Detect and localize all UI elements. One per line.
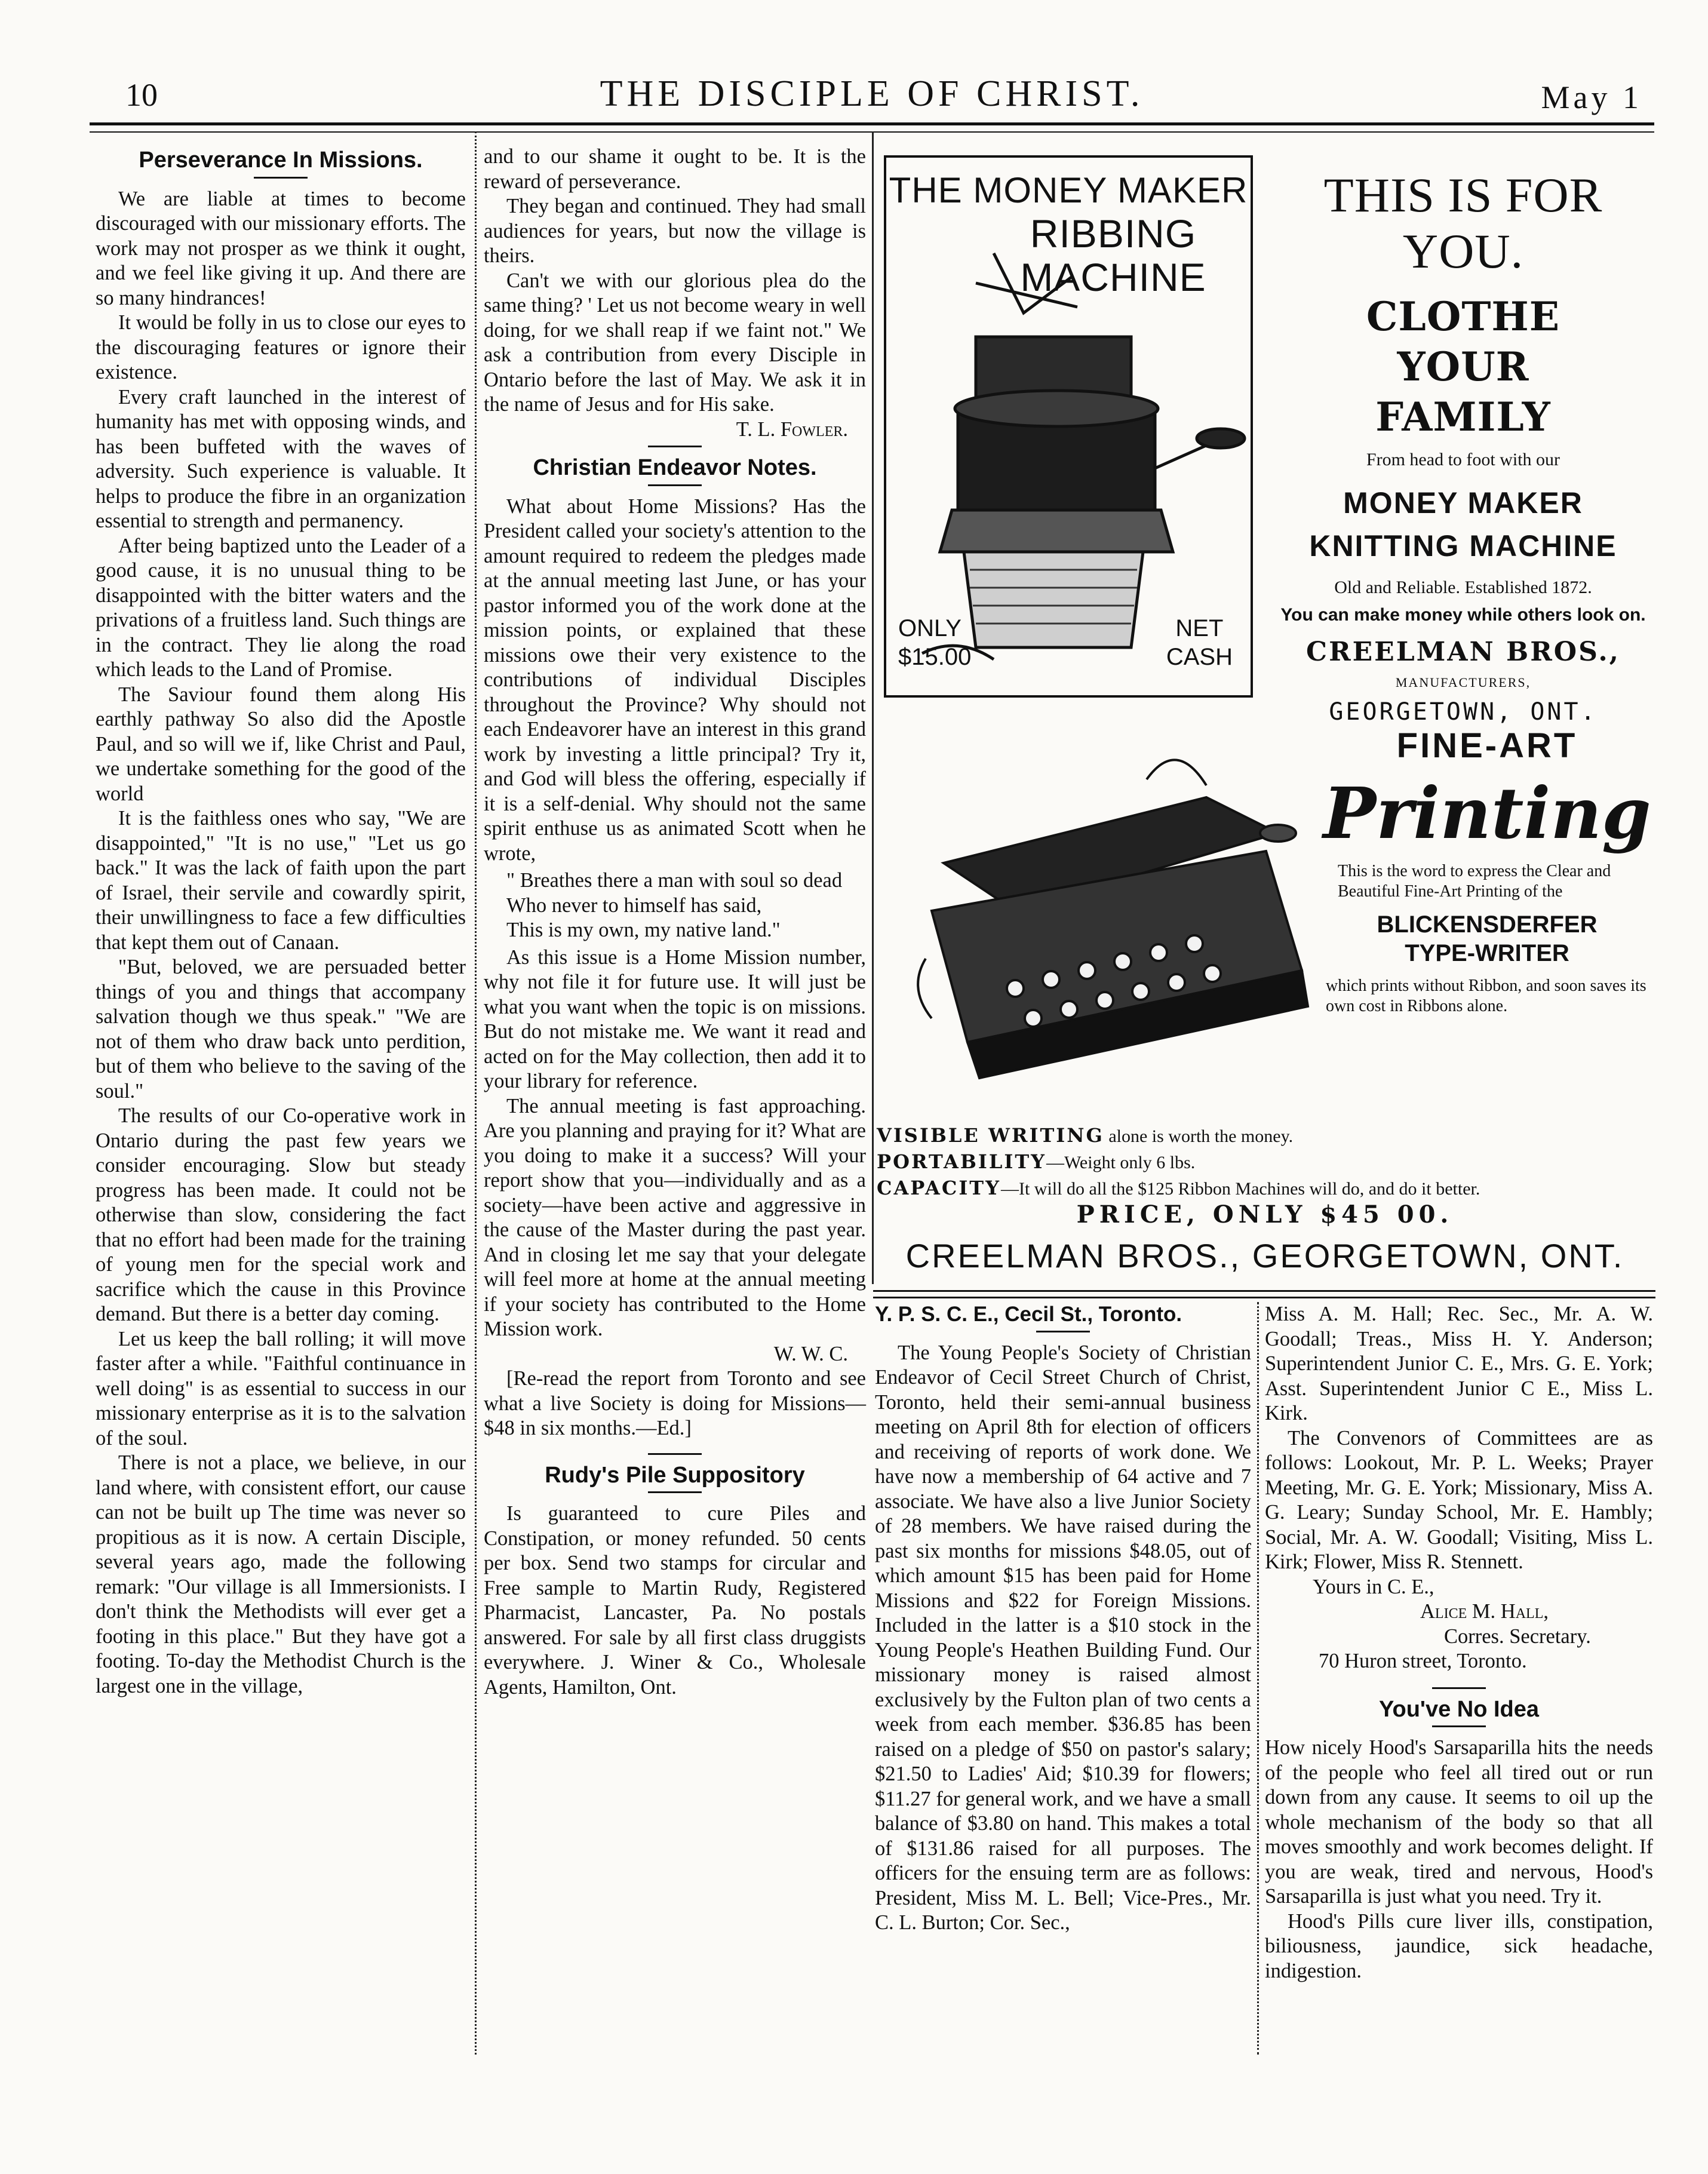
editor-note: [Re-read the report from Toronto and see what a live Society is doing for Missions—$48 in six months.—Ed.] xyxy=(484,1367,866,1439)
column-divider xyxy=(475,131,477,2055)
divider xyxy=(1036,1331,1090,1332)
ad-machine-name xyxy=(1314,910,1660,968)
paragraph: and to our shame it ought to be. It is the reward of perseverance. xyxy=(484,145,866,193)
column-divider xyxy=(872,131,874,1284)
column-perseverance xyxy=(96,143,466,1699)
article-heading: Christian Endeavor Notes. xyxy=(533,455,817,480)
section-rule xyxy=(873,1290,1655,1298)
signature: T. L. Fowler. xyxy=(736,417,848,441)
newspaper-title: THE DISCIPLE OF CHRIST. xyxy=(600,73,1144,114)
price-only: ONLY xyxy=(898,615,961,641)
ad-product-line: MONEY MAKER xyxy=(1343,486,1583,520)
paragraph: What about Home Missions? Has the President called your society's attention to the amount required to redeem the pledges made at the annual meeting last June, or has your pastor informed you of the work done at the mission points, or explained that these missions owe their very existence to the contributions of individual Disciples throughout the Province? Why should not each Endeavorer have an interest in this grand work by investing a little principal? Try it, and God will bless the offering, especially if it is a self-denial. Why should not the same spirit enthuse us as animated Scott when he wrote, xyxy=(484,495,866,865)
net-cash-label xyxy=(1166,614,1233,671)
page-header xyxy=(90,70,1654,124)
ad-heading: Rudy's Pile Suppository xyxy=(545,1462,805,1488)
poem-line: " Breathes there a man with soul so dead xyxy=(506,869,843,892)
column-divider xyxy=(1257,1302,1259,2055)
ad-bold-line: YOUR xyxy=(1397,343,1529,390)
paragraph: "But, beloved, we are persuaded better things of you and things that accompany salvation though we thus speak." "We are not of them who draw back unto perdition, but of them who believe to the saving of the soul." xyxy=(96,956,466,1103)
paragraph: The Convenors of Committees are as follows: Lookout, Mr. P. L. Weeks; Prayer Meeting, Mr. G. E. York; Missionary, Miss A. G. Leary; Sunday School, Mr. E. Hambly; Social, Mr. A. W. Goodall; Visiting, Miss L. Kirk; Flower, Miss R. Stennett. xyxy=(1265,1426,1653,1573)
paragraph: The results of our Co-operative work in Ontario during the past few years we consider encouraging. Slow but steady progress has been made. It could not be otherwise than slow, considering the fact that no effort had been made for the training of young men for the special work and sacrifice which the cause in this Province demand. But there is a better day coming. xyxy=(96,1104,466,1325)
signature-address: 70 Huron street, Toronto. xyxy=(1319,1650,1527,1672)
page-number: 10 xyxy=(125,77,158,113)
poem xyxy=(484,868,866,943)
article-heading: You've No Idea xyxy=(1378,1696,1540,1722)
paragraph: As this issue is a Home Mission number, why not file it for future use. It will just be what you want when the topic is on missions. But do not mistake me. We want it read and acted on for the May collection, then add it to your library for reference. xyxy=(484,945,866,1092)
ad-text: Is guaranteed to cure Piles and Constipation, or money refunded. 50 cents per box. Send two stamps for circular and Free sample to Martin Rudy, Registered Pharmacist, Lancaster, Pa. No postals answered. For sale by all first class druggists everywhere. J. Winer & Co., Wholesale Agents, Hamilton, Ont. xyxy=(484,1502,866,1699)
ad-town: GEORGETOWN, ONT. xyxy=(1329,698,1598,726)
paragraph: After being baptized unto the Leader of a good cause, it is no unusual thing to be disappointed with the bitter waters and the privations of a fruitless land. Such things are in the contract. They lie along the road which leads to the Land of Promise. xyxy=(96,534,466,681)
signature-name: Alice M. Hall, xyxy=(1420,1600,1549,1623)
paragraph: There is not a place, we believe, in our land where, with consistent effort, our cause can not be built up The time was never so propitious as it is now. A certain Disciple, several years ago, made the following remark: "Our village is all Immersionists. I don't think the Methodists will ever get a footing in this place." But they have got a footing. To-day the Methodist Church is the largest one in the village, xyxy=(96,1451,466,1697)
ad-title-line: RIBBING xyxy=(1030,211,1197,256)
ad-product-line: KNITTING MACHINE xyxy=(1309,529,1617,563)
ad-text: which prints without Ribbon, and soon saves its own cost in Ribbons alone. xyxy=(1326,977,1646,1015)
net-label: NET xyxy=(1175,615,1224,641)
paragraph: The Saviour found them along His earthly pathway So also did the Apostle Paul, and so will we if, like Christ and Paul, we undertake something for the good of the world xyxy=(96,683,466,805)
paragraph: Can't we with our glorious plea do the same thing? ' Let us not become weary in well doing, for we shall reap if we faint not." We ask a contribution from every Disciple in Ontario before the last of May. We ask it in the name of Jesus and for His sake. xyxy=(484,269,866,416)
ad-title-line: MACHINE xyxy=(1020,255,1206,299)
divider xyxy=(254,177,308,179)
ribbing-machine-ad xyxy=(884,155,1253,698)
paragraph: Miss A. M. Hall; Rec. Sec., Mr. A. W. Goodall; Treas., Miss H. Y. Anderson; Superintendent Junior C. E., Mrs. G. E. York; Asst. Superintendent Junior C E., Miss L. Kirk. xyxy=(1265,1303,1653,1424)
spec-line xyxy=(877,1149,1653,1175)
spec-label: VISIBLE WRITING xyxy=(877,1124,1104,1147)
ad-company-footer: CREELMAN BROS., GEORGETOWN, ONT. xyxy=(905,1237,1624,1275)
spec-label: PORTABILITY xyxy=(877,1150,1046,1173)
signature-title: Corres. Secretary. xyxy=(1444,1625,1591,1648)
ad-established: Old and Reliable. Established 1872. xyxy=(1334,578,1592,597)
ad-heading: FINE-ART xyxy=(1396,726,1578,765)
signature: W. W. C. xyxy=(773,1342,848,1365)
paragraph: Let us keep the ball rolling; it will move faster after a while. "Faithful continuance in well doing" is as essential to success in our missionary enterprise as it is to the salvation of the soul. xyxy=(96,1327,466,1450)
paragraph: The Young People's Society of Christian Endeavor of Cecil Street Church of Christ, Toronto, held their semi-annual business meeting on April 8th for election of officers and receiving of reports of work done. We have now a membership of 64 active and 7 associate. We have also a live Junior Society of 28 members. We have raised during the past six months for missions $48.05, out of which amount $15 has been paid for Home Missions and $22 for Foreign Missions. Included in the latter is a $10 stock in the Young People's Heathen Building Fund. Our missionary money is raised almost exclusively by the Fulton plan of two cents a week from each member. $36.85 has been raised on a pledge of $50 on pastor's salary; $21.50 to Ladies' Aid; $10.39 for flowers; $11.27 for general work, and we have a small balance of $3.80 on hand. This makes a total of $131.86 raised for all purposes. The officers for the ensuing term are as follows: President, Miss M. L. Bell; Vice-Pres., Mr. C. L. Burton; Cor. Sec., xyxy=(875,1341,1251,1934)
spec-text: —Weight only 6 lbs. xyxy=(1046,1153,1196,1172)
paragraph: It is the faithless ones who say, "We are disappointed," "It is no use," "Let us go back." It was the lack of faith upon the part of Israel, their servile and cowardly spirit, their unwillingness to face a few difficulties that kept them out of Canaan. xyxy=(96,807,466,954)
ad-title-line: THE MONEY MAKER xyxy=(889,170,1248,210)
ad-headline: THIS IS FOR YOU. xyxy=(1323,168,1603,278)
letter-closing: Yours in C. E., xyxy=(1313,1575,1434,1598)
clothe-family-ad xyxy=(1266,155,1660,726)
column-officers xyxy=(1265,1302,1653,1983)
issue-date: May 1 xyxy=(1541,79,1642,115)
cash-label: CASH xyxy=(1166,644,1233,670)
divider xyxy=(648,1453,702,1455)
spec-text: —It will do all the $125 Ribbon Machines will do, and do it better. xyxy=(1000,1179,1480,1199)
paragraph: The annual meeting is fast approaching. Are you planning and praying for it? What are you doing to make it a success? Will your report show that you—individually and as a society—have been active and aggressive in the cause of the Master during the past year. And in closing let me say that your delegate will feel more at home at the annual meeting if your society has contributed to the Home Mission work. xyxy=(484,1094,866,1340)
ad-tagline: You can make money while others look on. xyxy=(1280,605,1646,625)
poem-line: Who never to himself has said, xyxy=(506,893,762,917)
ad-text: This is the word to express the Clear and Beautiful Fine-Art Printing of the xyxy=(1338,862,1611,901)
ad-bold-line: FAMILY xyxy=(1375,394,1551,440)
ad-text: From head to foot with our xyxy=(1366,450,1560,469)
ad-company: CREELMAN BROS., xyxy=(1306,637,1620,667)
machine-name-line: TYPE-WRITER xyxy=(1405,940,1569,966)
paragraph: Hood's Pills cure liver ills, constipation, biliousness, jaundice, sick headache, indigestion. xyxy=(1265,1909,1653,1982)
divider xyxy=(648,484,702,486)
spec-line xyxy=(877,1123,1653,1149)
typewriter-illustration xyxy=(896,708,1326,1126)
column-ypsce xyxy=(875,1302,1251,1936)
paragraph: Every craft launched in the interest of humanity has met with opposing winds, and has been buffeted with the waves of adversity. Such experience is valuable. It helps to produce the fibre in an organization essential to strength and permanency. xyxy=(96,385,466,532)
spec-text: alone is worth the money. xyxy=(1104,1126,1294,1146)
spec-label: CAPACITY xyxy=(877,1177,1001,1199)
divider xyxy=(1432,1687,1486,1689)
poem-line: This is my own, my native land." xyxy=(506,919,781,941)
divider xyxy=(1432,1725,1486,1727)
paragraph: They began and continued. They had small audiences for years, but now the village is theirs. xyxy=(484,195,866,267)
paragraph: It would be folly in us to close our eyes to the discouraging features or ignore their existence. xyxy=(96,311,466,383)
article-heading: Y. P. S. C. E., Cecil St., Toronto. xyxy=(875,1303,1182,1326)
typewriter-specs xyxy=(877,1123,1653,1202)
divider xyxy=(648,446,702,447)
ad-manufacturers: MANUFACTURERS, xyxy=(1395,675,1531,690)
typewriter-price: PRICE, ONLY $45 00. xyxy=(1076,1200,1454,1229)
spec-line xyxy=(877,1175,1653,1202)
column-endeavor xyxy=(484,145,866,1700)
ad-printing-word: Printing xyxy=(1323,772,1651,855)
printing-ad xyxy=(1314,726,1660,1017)
paragraph: We are liable at times to become discouraged with our missionary efforts. The work may not prosper as we think it ought, and we feel like giving it up. And there are so many hindrances! xyxy=(96,187,466,309)
divider xyxy=(648,1491,702,1493)
ad-bold-line: CLOTHE xyxy=(1366,293,1560,340)
machine-name-line: BLICKENSDERFER xyxy=(1377,911,1598,938)
price-label xyxy=(898,614,971,671)
paragraph: How nicely Hood's Sarsaparilla hits the needs of the people who feel all tired out or run down from any cause. It seems to oil up the whole mechanism of the body so that all moves smoothly and work becomes delight. If you are weak, tired and nervous, Hood's Sarsaparilla is just what you need. Try it. xyxy=(1265,1736,1653,1908)
price-value: $15.00 xyxy=(898,644,972,670)
article-heading: Perseverance In Missions. xyxy=(139,148,423,173)
